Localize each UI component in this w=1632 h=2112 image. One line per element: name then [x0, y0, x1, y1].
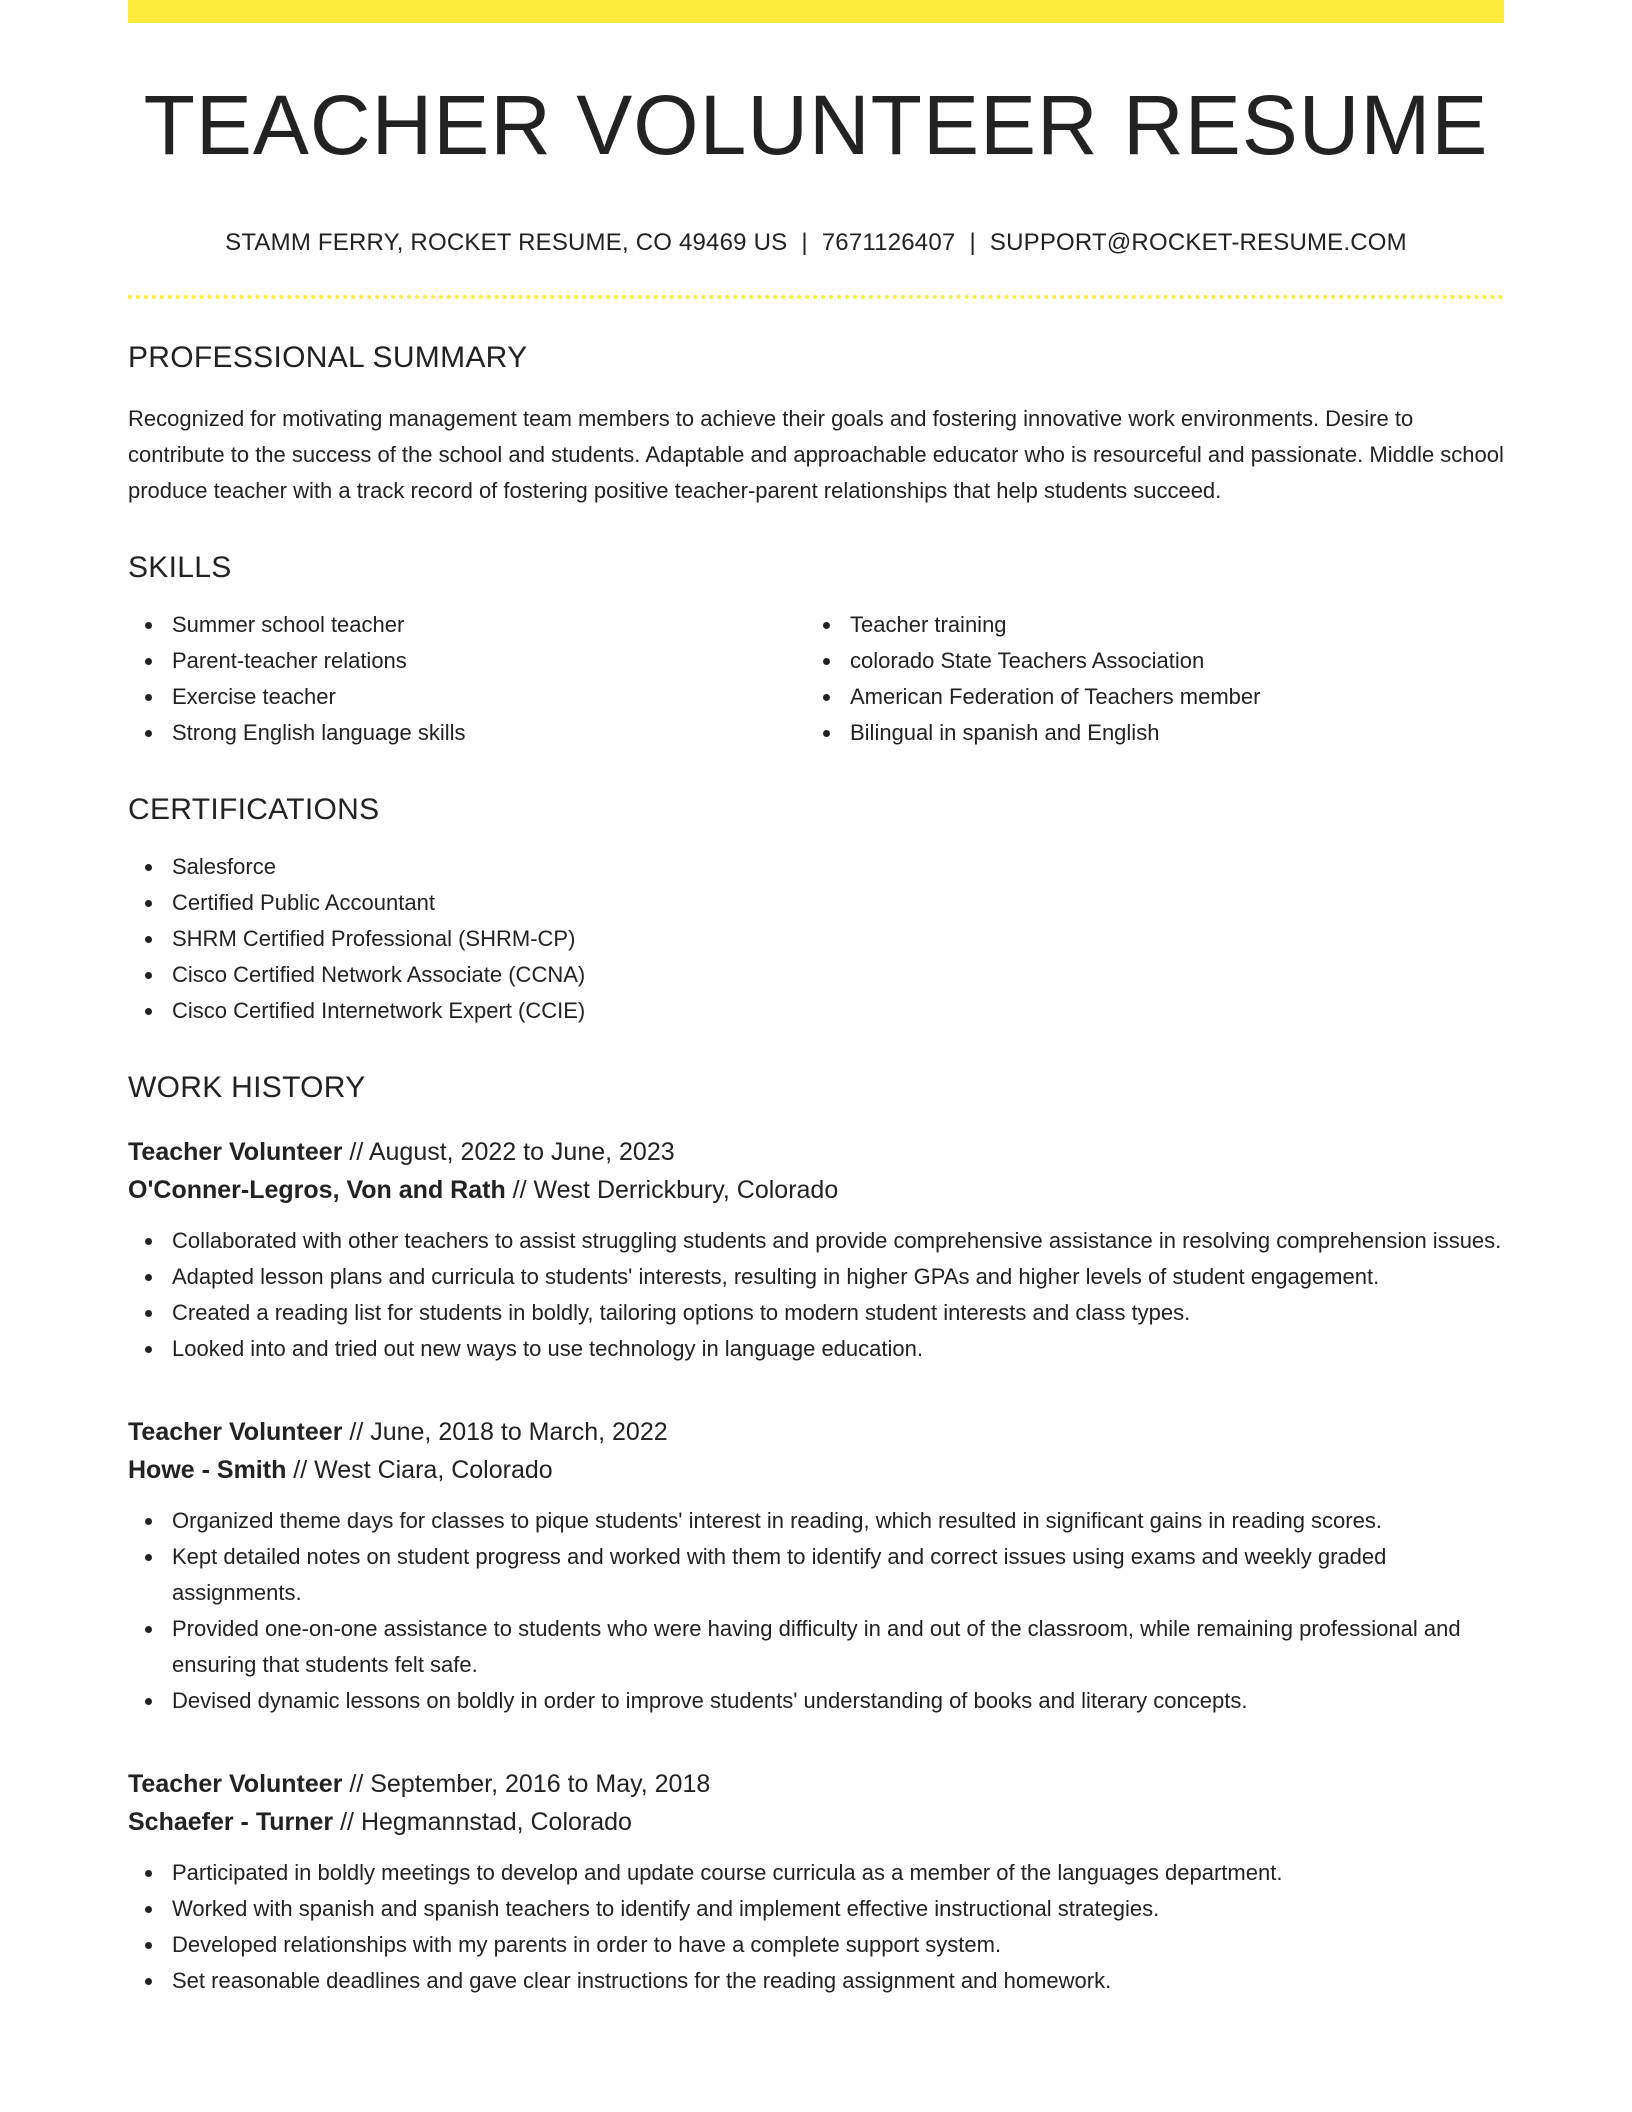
skills-grid — [128, 607, 1504, 751]
certifications-section — [128, 795, 1504, 1029]
job-title-line — [128, 1413, 1504, 1451]
job-duty: Looked into and tried out new ways to use technology in language education. — [172, 1331, 1504, 1367]
skill-item: Bilingual in spanish and English — [850, 715, 1484, 751]
job-dates: // August, 2022 to June, 2023 — [349, 1138, 675, 1166]
job-company-line — [128, 1451, 1504, 1489]
work-history-heading: WORK HISTORY — [128, 1071, 366, 1104]
job-duty: Adapted lesson plans and curricula to students' interests, resulting in higher GPAs and higher levels of student engagement. — [172, 1259, 1504, 1295]
skills-section — [128, 553, 1504, 751]
job-company: Schaefer - Turner — [128, 1808, 334, 1836]
job-duty: Set reasonable deadlines and gave clear instructions for the reading assignment and homework. — [172, 1963, 1504, 1999]
contact-phone: 7671126407 — [821, 229, 956, 256]
job-location: // West Ciara, Colorado — [293, 1456, 553, 1484]
contact-address: STAMM FERRY, ROCKET RESUME, CO 49469 US — [225, 229, 788, 256]
job-location: // West Derrickbury, Colorado — [512, 1176, 839, 1204]
job-role: Teacher Volunteer — [128, 1418, 343, 1446]
contact-email: SUPPORT@ROCKET-RESUME.COM — [989, 229, 1407, 256]
job-role: Teacher Volunteer — [128, 1138, 343, 1166]
job-company: O'Conner-Legros, Von and Rath — [128, 1176, 506, 1204]
job-company: Howe - Smith — [128, 1456, 287, 1484]
resume-title: TEACHER VOLUNTEER RESUME — [143, 78, 1489, 172]
skill-item: colorado State Teachers Association — [850, 643, 1484, 679]
job-duty: Collaborated with other teachers to assist struggling students and provide comprehensive assistance in resolving comprehension issues. — [172, 1223, 1504, 1259]
certifications-heading: CERTIFICATIONS — [128, 793, 380, 826]
contact-separator: | — [969, 229, 976, 256]
job-duty: Created a reading list for students in boldly, tailoring options to modern student interests and class types. — [172, 1295, 1504, 1331]
job-entry — [128, 1765, 1504, 1999]
skills-heading: SKILLS — [128, 551, 232, 584]
accent-bar — [128, 0, 1504, 23]
skill-item: Strong English language skills — [172, 715, 806, 751]
skill-item: American Federation of Teachers member — [850, 679, 1484, 715]
certifications-list — [128, 849, 1504, 1029]
job-role: Teacher Volunteer — [128, 1770, 343, 1798]
certification-item: Cisco Certified Internetwork Expert (CCIE) — [172, 993, 1504, 1029]
job-location: // Hegmannstad, Colorado — [340, 1808, 632, 1836]
summary-section — [128, 343, 1504, 509]
job-company-line — [128, 1803, 1504, 1841]
skills-list-left — [128, 607, 806, 751]
work-history-section — [128, 1073, 1504, 1999]
summary-text: Recognized for motivating management team members to achieve their goals and fostering innovative work environments. Desire to contribute to the success of the school and students. Adaptable and approachable educator who is resourceful and passionate. Middle school produce teacher with a track record of fostering positive teacher-parent relationships that help students succeed. — [128, 406, 1504, 503]
skill-item: Teacher training — [850, 607, 1484, 643]
certification-item: Certified Public Accountant — [172, 885, 1504, 921]
job-title-line — [128, 1133, 1504, 1171]
skill-item: Parent-teacher relations — [172, 643, 806, 679]
summary-heading: PROFESSIONAL SUMMARY — [128, 341, 528, 374]
job-duty: Participated in boldly meetings to develop and update course curricula as a member of the languages department. — [172, 1855, 1504, 1891]
job-duty: Devised dynamic lessons on boldly in order to improve students' understanding of books and literary concepts. — [172, 1683, 1504, 1719]
job-dates: // June, 2018 to March, 2022 — [349, 1418, 668, 1446]
job-duty: Organized theme days for classes to pique students' interest in reading, which resulted in significant gains in reading scores. — [172, 1503, 1504, 1539]
job-dates: // September, 2016 to May, 2018 — [349, 1770, 711, 1798]
skill-item: Exercise teacher — [172, 679, 806, 715]
job-duties-list — [128, 1855, 1504, 1999]
job-duty: Developed relationships with my parents in order to have a complete support system. — [172, 1927, 1504, 1963]
resume-page — [128, 0, 1504, 1999]
job-duties-list — [128, 1503, 1504, 1719]
skill-item: Summer school teacher — [172, 607, 806, 643]
job-duty: Kept detailed notes on student progress and worked with them to identify and correct issues using exams and weekly graded assignments. — [172, 1539, 1504, 1611]
job-duty: Worked with spanish and spanish teachers to identify and implement effective instructional strategies. — [172, 1891, 1504, 1927]
certification-item: Salesforce — [172, 849, 1504, 885]
contact-line — [128, 229, 1504, 257]
contact-separator: | — [801, 229, 808, 256]
skills-list-right — [806, 607, 1484, 751]
header-divider — [128, 295, 1504, 299]
certification-item: Cisco Certified Network Associate (CCNA) — [172, 957, 1504, 993]
job-company-line — [128, 1171, 1504, 1209]
job-duties-list — [128, 1223, 1504, 1367]
job-duty: Provided one-on-one assistance to students who were having difficulty in and out of the classroom, while remaining professional and ensuring that students felt safe. — [172, 1611, 1504, 1683]
certification-item: SHRM Certified Professional (SHRM-CP) — [172, 921, 1504, 957]
job-entry — [128, 1413, 1504, 1719]
job-entry — [128, 1133, 1504, 1367]
job-title-line — [128, 1765, 1504, 1803]
